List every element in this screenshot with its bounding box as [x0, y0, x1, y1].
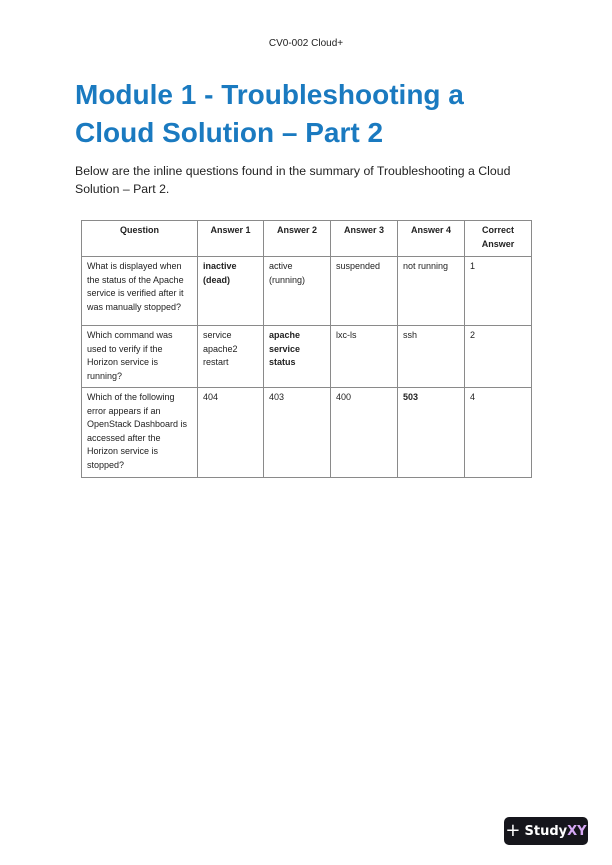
question-cell: What is displayed when the status of the Apache service is verified after it was manually stopped? [82, 257, 198, 326]
plus-icon: + [505, 820, 521, 841]
brand-name-accent: XY [567, 823, 587, 839]
answer-cell: 400 [331, 388, 398, 478]
answer-cell: ssh [398, 326, 465, 388]
correct-answer-cell: 1 [465, 257, 532, 326]
brand-name-main: Study [524, 823, 568, 839]
answer-cell-correct: inactive (dead) [198, 257, 264, 326]
column-header-answer-4: Answer 4 [398, 221, 465, 257]
column-header-question: Question [82, 221, 198, 257]
column-header-answer-1: Answer 1 [198, 221, 264, 257]
column-header-answer-3: Answer 3 [331, 221, 398, 257]
column-header-correct-answer: Correct Answer [465, 221, 532, 257]
page-title: Module 1 - Troubleshooting a Cloud Solution – Part 2 [75, 79, 464, 148]
answer-cell: 404 [198, 388, 264, 478]
table-row [82, 388, 532, 478]
answer-cell: suspended [331, 257, 398, 326]
intro-paragraph: Below are the inline questions found in the summary of Troubleshooting a Cloud Solution – Part 2. [75, 164, 511, 196]
question-cell: Which of the following error appears if an OpenStack Dashboard is accessed after the Horizon service is stopped? [82, 388, 198, 478]
page-header: CV0-002 Cloud+ [268, 38, 344, 49]
table-header-row [82, 221, 532, 257]
answer-cell: active (running) [264, 257, 331, 326]
table-row [82, 326, 532, 388]
answer-cell-correct: apache service status [264, 326, 331, 388]
studyxy-logo[interactable] [504, 817, 588, 845]
questions-table [81, 220, 532, 478]
table-row [82, 257, 532, 326]
answer-cell: lxc-ls [331, 326, 398, 388]
answer-cell: not running [398, 257, 465, 326]
column-header-answer-2: Answer 2 [264, 221, 331, 257]
question-cell: Which command was used to verify if the Horizon service is running? [82, 326, 198, 388]
answer-cell: 403 [264, 388, 331, 478]
brand-name [525, 824, 587, 839]
answer-cell-correct: 503 [398, 388, 465, 478]
answer-cell: service apache2 restart [198, 326, 264, 388]
correct-answer-cell: 2 [465, 326, 532, 388]
correct-answer-cell: 4 [465, 388, 532, 478]
